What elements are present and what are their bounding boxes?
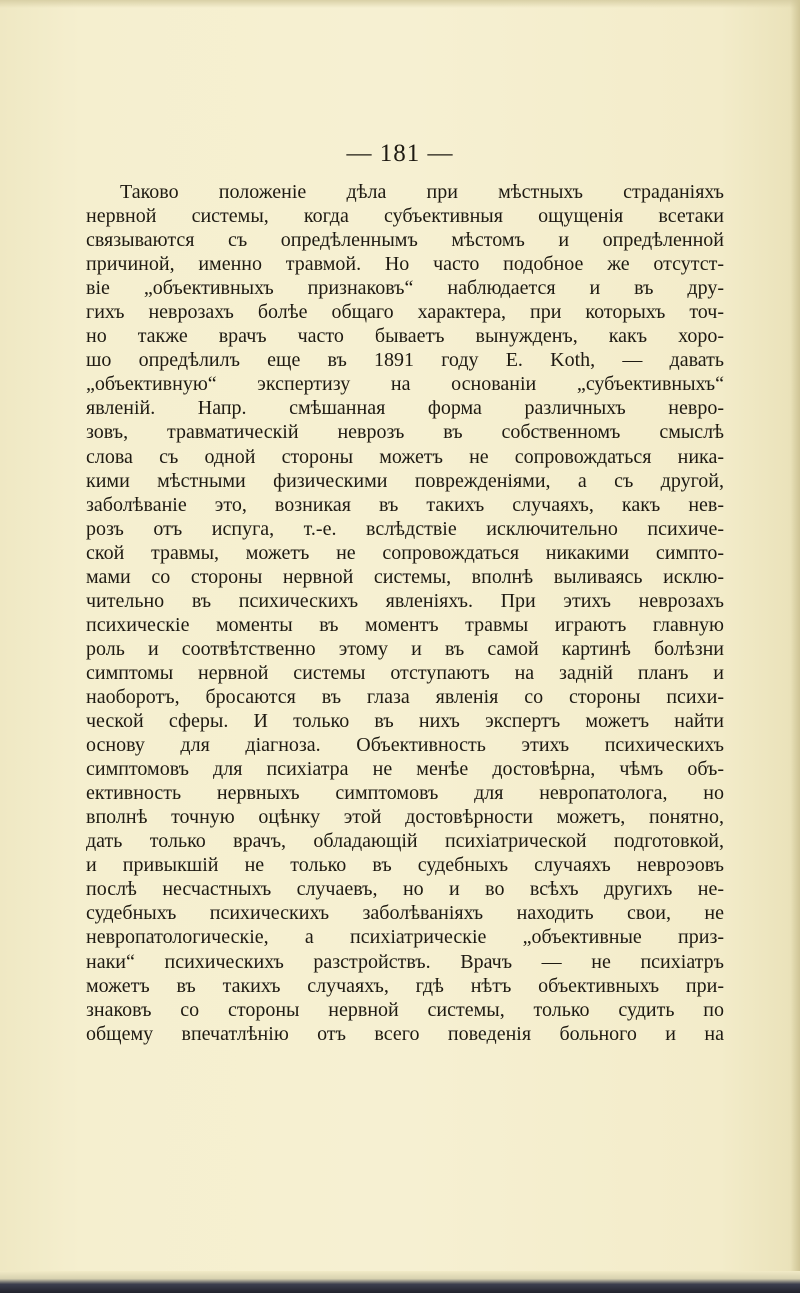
text-line: симптомовъ для психіатра не менѣе достовѣрна, чѣмъ объ- xyxy=(86,758,724,781)
page-number: — 181 — xyxy=(346,140,454,167)
scan-bottom-edge xyxy=(0,1271,800,1293)
text-line: ческой сферы. И только въ нихъ экспертъ можетъ найти xyxy=(86,710,724,733)
text-line: симптомы нервной системы отступаютъ на задній планъ и xyxy=(86,661,724,684)
text-line: связываются съ опредѣленнымъ мѣстомъ и опредѣленной xyxy=(86,229,724,252)
text-line: ективность нервныхъ симптомовъ для невропатолога, но xyxy=(86,782,724,805)
text-line: можетъ въ такихъ случаяхъ, гдѣ нѣтъ объективныхъ при- xyxy=(86,974,724,997)
text-line: розъ отъ испуга, т.-е. вслѣдствіе исключительно психиче- xyxy=(86,517,724,540)
text-line: віе „объективныхъ признаковъ“ наблюдается и въ дру- xyxy=(86,277,724,300)
text-line: явленій. Напр. смѣшанная форма различныхъ невро- xyxy=(86,397,724,420)
text-line: вполнѣ точную оцѣнку этой достовѣрности можетъ, понятно, xyxy=(86,806,724,829)
page-top-edge xyxy=(0,0,800,8)
text-line: наоборотъ, бросаются въ глаза явленія со стороны психи- xyxy=(86,685,724,708)
text-line: роль и соотвѣтственно этому и въ самой картинѣ болѣзни xyxy=(86,637,724,660)
text-line: нервной системы, когда субъективныя ощущенія всетаки xyxy=(86,205,724,228)
text-line: знаковъ со стороны нервной системы, только судить по xyxy=(86,998,724,1021)
text-line: основу для діагноза. Объективность этихъ психическихъ xyxy=(86,734,724,757)
text-line: но также врачъ часто бываетъ вынужденъ, какъ хоро- xyxy=(86,325,724,348)
text-line: и привыкшій не только въ судебныхъ случаяхъ невроэовъ xyxy=(86,854,724,877)
text-line: наки“ психическихъ разстройствъ. Врачъ — не психіатръ xyxy=(86,950,724,973)
text-line: дать только врачъ, обладающій психіатрической подготовкой, xyxy=(86,830,724,853)
text-line: ской травмы, можетъ не сопровождаться никакими симпто- xyxy=(86,541,724,564)
text-line: „объективную“ экспертизу на основаніи „субъективныхъ“ xyxy=(86,373,724,396)
text-line: мами со стороны нервной системы, вполнѣ выливаясь исклю- xyxy=(86,565,724,588)
text-line: кими мѣстными физическими поврежденіями, а съ другой, xyxy=(86,469,724,492)
text-line: причиной, именно травмой. Но часто подобное же отсутст- xyxy=(86,253,724,276)
text-line: невропатологическіе, а психіатрическіе „объективные приз- xyxy=(86,926,724,949)
text-line: общему впечатлѣнію отъ всего поведенія больного и на xyxy=(86,1022,724,1045)
text-line: послѣ несчастныхъ случаевъ, но и во всѣхъ другихъ не- xyxy=(86,878,724,901)
text-line: психическіе моменты въ моментъ травмы играютъ главную xyxy=(86,613,724,636)
text-line: судебныхъ психическихъ заболѣваніяхъ находить свои, не xyxy=(86,902,724,925)
text-line: зовъ, травматическій неврозъ въ собственномъ смыслѣ xyxy=(86,421,724,444)
text-line: заболѣваніе это, возникая въ такихъ случаяхъ, какъ нев- xyxy=(86,493,724,516)
text-line: Таково положеніе дѣла при мѣстныхъ страданіяхъ xyxy=(120,181,724,203)
text-line: шо опредѣлилъ еще въ 1891 году E. Koth, — давать xyxy=(86,349,724,372)
body-text xyxy=(86,180,724,1046)
text-line: чительно въ психическихъ явленіяхъ. При этихъ неврозахъ xyxy=(86,589,724,612)
text-line: гихъ неврозахъ болѣе общаго характера, при которыхъ точ- xyxy=(86,301,724,324)
page-right-edge xyxy=(790,0,800,1293)
text-line: слова съ одной стороны можетъ не сопровождаться ника- xyxy=(86,445,724,468)
